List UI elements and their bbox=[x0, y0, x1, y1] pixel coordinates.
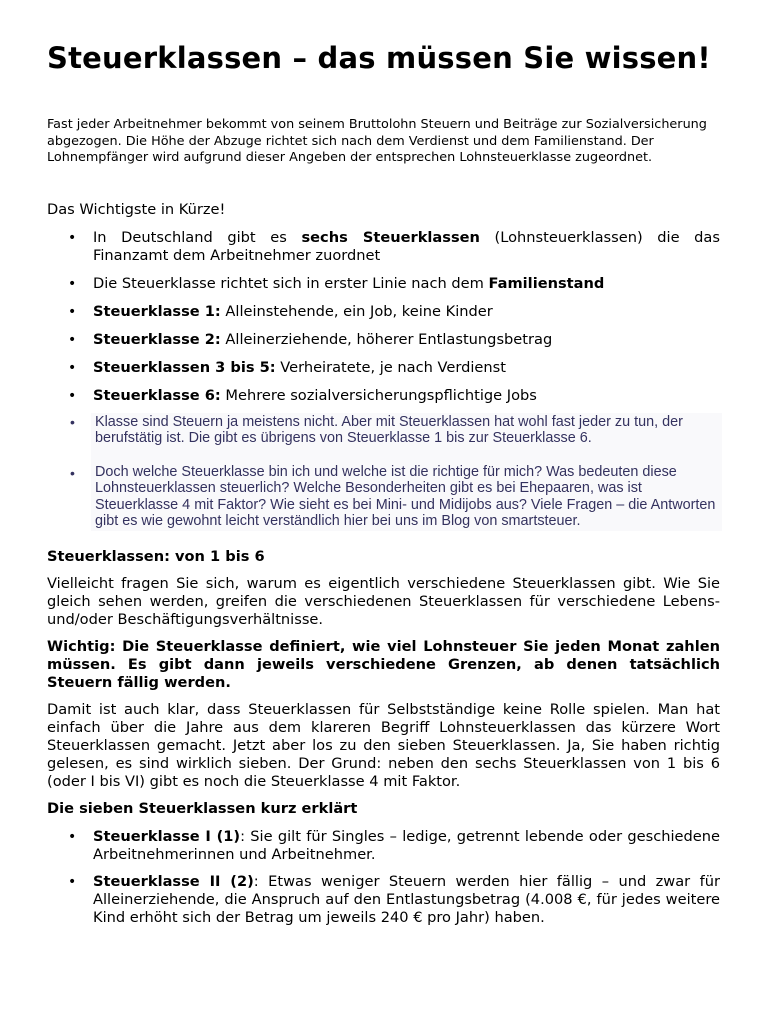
summary-item: • Steuerklasse 1: Alleinstehende, ein Job, keine Kinder bbox=[68, 302, 493, 320]
summary-item: • In Deutschland gibt es sechs Steuerklassen (Lohnsteuerklassen) die das Finanzamt dem Arbeitnehmer zuordnet bbox=[68, 228, 720, 264]
steuerklasse-item: • Steuerklasse II (2): Etwas weniger Steuern werden hier fällig – und zwar für Alleinerziehende, die Anspruch auf den Entlastungsbetrag (4.008 €, für jedes weitere Kind erhöht sich der Betrag um jeweils 240 € pro Jahr) haben. bbox=[68, 873, 720, 927]
body-paragraph: Damit ist auch klar, dass Steuerklassen für Selbstständige keine Rolle spielen. Man hat einfach über die Jahre aus dem klareren Begriff Lohnsteuerklassen das kürzere Wort Steuerklassen gemacht. Jetzt aber los zu den sieben Steuerklassen. Ja, Sie haben richtig gelesen, es sind wirklich sieben. Der Grund: neben den sechs Steuerklassen von 1 bis 6 (oder I bis VI) gibt es noch die Steuerklasse 4 mit Faktor. bbox=[47, 701, 720, 791]
summary-item: • Die Steuerklasse richtet sich in erster Linie nach dem Familienstand bbox=[68, 274, 605, 292]
steuerklassen-list bbox=[47, 828, 720, 927]
bullet-icon: • bbox=[68, 275, 77, 292]
body-paragraph: Vielleicht fragen Sie sich, warum es eigentlich verschiedene Steuerklassen gibt. Wie Sie gleich sehen werden, greifen die verschiedenen Steuerklassen für verschiedene Lebens- und/oder Beschäftigungsverhältnisse. bbox=[47, 575, 720, 629]
document-content bbox=[47, 40, 720, 927]
quote-item: • Doch welche Steuerklasse bin ich und welche ist die richtige für mich? Was bedeuten diese Lohnsteuerklassen steuerlich? Welche Besonderheiten gibt es bei Ehepaaren, was ist Steuerklasse 4 mit Faktor? Wie sieht es bei Mini- und Midijobs aus? Viele Fragen – die Antworten gibt es wie gewohnt leicht verständlich hier bei uns im Blog von smartsteuer. bbox=[70, 463, 716, 530]
bullet-icon: • bbox=[68, 331, 77, 348]
bullet-icon: • bbox=[68, 229, 77, 246]
intro-paragraph: Fast jeder Arbeitnehmer bekommt von seinem Bruttolohn Steuern und Beiträge zur Sozialversicherung abgezogen. Die Höhe der Abzuge richtet sich nach dem Verdienst und dem Familienstand. Der Lohnempfänger wird aufgrund dieser Angeben der entsprechen Lohnsteuerklasse zugeordnet. bbox=[47, 117, 707, 165]
important-paragraph: Wichtig: Die Steuerklasse definiert, wie viel Lohnsteuer Sie jeden Monat zahlen müssen. Es gibt dann jeweils verschiedene Grenzen, ab denen tatsächlich Steuern fällig werden. bbox=[47, 638, 720, 692]
summary-list bbox=[47, 229, 720, 405]
bullet-icon: • bbox=[70, 413, 75, 430]
summary-heading: Das Wichtigste in Kürze! bbox=[47, 200, 226, 218]
bullet-icon: • bbox=[68, 303, 77, 320]
steuerklasse-item: • Steuerklasse I (1): Sie gilt für Singles – ledige, getrennt lebende oder geschiedene Arbeitnehmerinnen und Arbeitnehmer. bbox=[68, 828, 721, 864]
bullet-icon: • bbox=[68, 874, 77, 891]
page-title: Steuerklassen – das müssen Sie wissen! bbox=[47, 41, 711, 75]
section-heading: Steuerklassen: von 1 bis 6 bbox=[47, 548, 265, 566]
bullet-icon: • bbox=[70, 464, 75, 481]
summary-item: • Steuerklassen 3 bis 5: Verheiratete, je nach Verdienst bbox=[68, 358, 506, 376]
section-heading: Die sieben Steuerklassen kurz erklärt bbox=[47, 800, 358, 818]
summary-item: • Steuerklasse 6: Mehrere sozialversicherungspflichtige Jobs bbox=[68, 386, 537, 404]
bullet-icon: • bbox=[68, 829, 77, 846]
quote-item: • Klasse sind Steuern ja meistens nicht. Aber mit Steuerklassen hat wohl fast jeder zu tun, der berufstätig ist. Die gibt es übrigens von Steuerklasse 1 bis zur Steuerklasse 6. bbox=[70, 413, 683, 447]
quote-block bbox=[70, 413, 722, 532]
bullet-icon: • bbox=[68, 387, 77, 404]
bullet-icon: • bbox=[68, 359, 77, 376]
summary-item: • Steuerklasse 2: Alleinerziehende, höherer Entlastungsbetrag bbox=[68, 330, 553, 348]
